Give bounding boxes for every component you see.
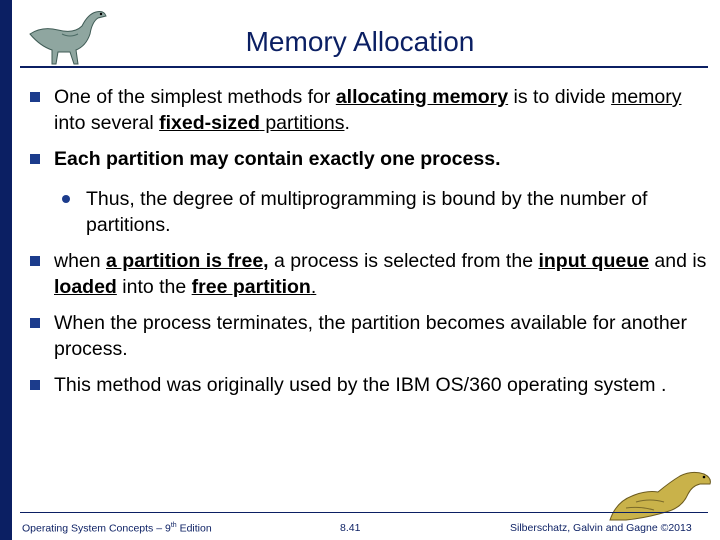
footer-book-title: Operating System Concepts – 9th Edition <box>22 522 212 535</box>
slide-content <box>28 84 708 398</box>
square-bullet-icon <box>30 154 40 164</box>
bullet-3: when a partition is free, a process is selected from the input queue and is loaded into the free partition. <box>28 248 708 300</box>
square-bullet-icon <box>30 256 40 266</box>
round-bullet-icon <box>62 195 70 203</box>
footer-page-number: 8.41 <box>340 522 361 534</box>
left-sidebar-bar <box>0 0 12 540</box>
dinosaur-corner-icon <box>606 462 716 524</box>
title-underline <box>20 66 708 68</box>
square-bullet-icon <box>30 92 40 102</box>
square-bullet-icon <box>30 380 40 390</box>
footer-authors: Silberschatz, Galvin and Gagne ©2013 <box>510 522 692 534</box>
footer-rule <box>20 512 708 513</box>
bullet-4: When the process terminates, the partition becomes available for another process. <box>28 310 708 362</box>
bullet-1: One of the simplest methods for allocating memory is to divide memory into several fixed-sized partitions. <box>28 84 708 136</box>
slide-title: Memory Allocation <box>245 26 475 57</box>
square-bullet-icon <box>30 318 40 328</box>
bullet-5: This method was originally used by the IBM OS/360 operating system . <box>28 372 708 398</box>
bullet-2: Each partition may contain exactly one process. <box>28 146 708 172</box>
sub-bullet-1: Thus, the degree of multiprogramming is bound by the number of partitions. <box>28 186 708 238</box>
